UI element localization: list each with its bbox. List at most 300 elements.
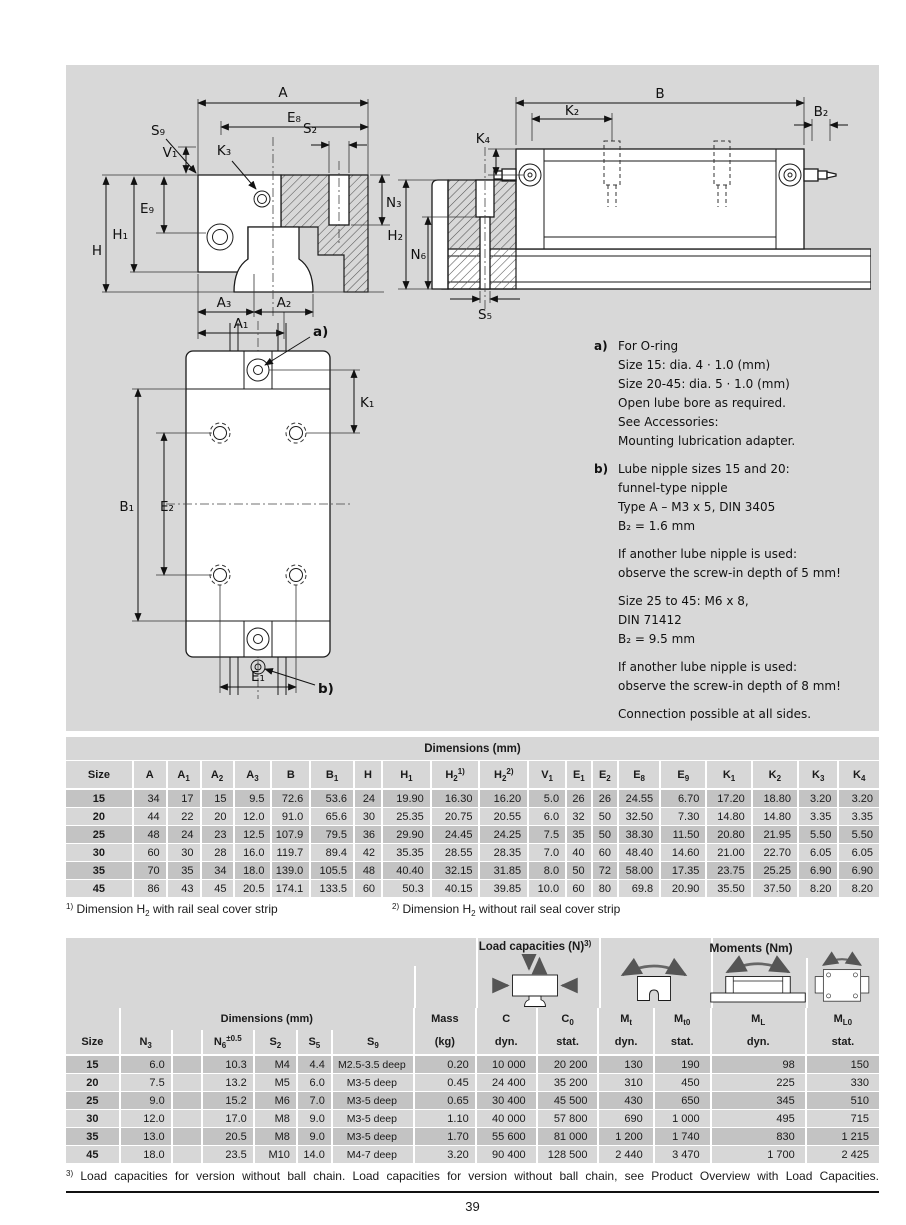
dim-label-K2: K₂ [564,103,580,119]
table-cell: 7.0 [297,1092,332,1110]
dimensions-table [66,737,879,897]
dim-label-H: H [91,243,102,259]
note-a [594,337,884,451]
table-cell: 72 [592,862,618,880]
dim-label-B2: B₂ [813,104,829,120]
dim-label-N6: N₆ [410,247,426,263]
col-header: $M_{t0}$ [654,1008,711,1030]
table-cell: 25 [66,826,133,844]
table-cell: 9.5 [234,789,272,808]
table-cell: 38.30 [618,826,660,844]
dim-label-K1: K₁ [360,395,375,411]
table-cell: 40.15 [431,880,480,898]
table-cell [172,1128,202,1146]
dim-label-B1: B₁ [119,499,134,515]
table-row [66,1074,879,1092]
longitudinal-moment-icon [691,954,825,1008]
note-line: observe the screw-in depth of 5 mm! [618,566,841,580]
table-cell: 14.60 [660,844,706,862]
table-cell: 6.90 [838,862,879,880]
table-cell [172,1146,202,1164]
table-cell: 8.0 [528,862,566,880]
note-line: Size 15: dia. 4 · 1.0 (mm) [618,358,771,372]
table-cell: 35.50 [706,880,751,898]
note-line: Open lube bore as required. [618,396,786,410]
table-cell: 60 [566,880,592,898]
table-cell: 650 [654,1092,711,1110]
table-cell: 7.0 [528,844,566,862]
table-cell: 5.50 [838,826,879,844]
table-cell: 1.70 [414,1128,476,1146]
table-cell: 32.15 [431,862,480,880]
col-header: $A_1$ [167,761,201,790]
table-cell: 130 [598,1055,653,1074]
dim-label-E9: E₉ [140,201,154,217]
table-cell: 1 740 [654,1128,711,1146]
dim-label-A1: A₁ [233,316,249,332]
mass-header: Mass [414,1008,476,1030]
table-cell: 30 [66,1110,120,1128]
table-cell: 345 [711,1092,806,1110]
table-cell: 98 [711,1055,806,1074]
dim-label-K3: K₃ [216,143,232,159]
col-header: C [476,1008,537,1030]
col-header: $C_0$ [537,1008,599,1030]
table-cell: 45 [66,1146,120,1164]
table-cell: 3.20 [798,789,838,808]
table-cell: 128 500 [537,1146,599,1164]
table-cell: 20.55 [479,808,528,826]
table-cell: 26 [566,789,592,808]
table-cell: M3-5 deep [332,1074,414,1092]
table-cell: 25.35 [382,808,431,826]
table-cell: 1 215 [806,1128,879,1146]
table-cell: 9.0 [297,1128,332,1146]
table-cell: 5.50 [798,826,838,844]
table-cell: 9.0 [297,1110,332,1128]
table-cell: 55 600 [476,1128,537,1146]
table-cell: 715 [806,1110,879,1128]
table-cell: 6.0 [297,1074,332,1092]
table-cell: 40 [566,844,592,862]
table-row [66,862,879,880]
load-capacity-icon [480,954,590,1008]
col-header: $K_2$ [752,761,798,790]
table-cell: 6.90 [798,862,838,880]
table-row [66,1092,879,1110]
table-cell [172,1092,202,1110]
table-cell: 15 [66,789,133,808]
load-capacities-label: Load capacities $(N)^{3)}$ [478,939,592,953]
note-line: Size 20-45: dia. 5 · 1.0 (mm) [618,377,790,391]
note-line: DIN 71412 [618,613,682,627]
table-cell: M3-5 deep [332,1092,414,1110]
table-cell: 15 [201,789,234,808]
table-cell: 495 [711,1110,806,1128]
carriage-side-view [494,141,836,249]
note-line: Size 25 to 45: M6 x 8, [618,594,749,608]
table-cell: 12.0 [234,808,272,826]
table-cell: 14.0 [297,1146,332,1164]
note-line: See Accessories: [618,415,719,429]
note-line: For O-ring [618,339,679,353]
table-cell: 430 [598,1092,653,1110]
note-marker: b) [594,462,609,476]
table-cell: M3-5 deep [332,1128,414,1146]
dim-label-A2: A₂ [276,295,292,311]
table-cell: 72.6 [271,789,310,808]
table-cell: 35 200 [537,1074,599,1092]
col-header: $M_{L0}$ [806,1008,879,1030]
dim-label-S2: S₂ [303,121,317,137]
table-cell: 107.9 [271,826,310,844]
note-line: If another lube nipple is used: [618,547,798,561]
moments-label: Moments (Nm) [709,941,793,955]
col-header [172,1030,202,1055]
table-cell: M4 [254,1055,297,1074]
table-cell: 7.30 [660,808,706,826]
table-cell: 17.35 [660,862,706,880]
table-cell: 15.2 [202,1092,254,1110]
table-cell: 26 [592,789,618,808]
table-cell: M8 [254,1128,297,1146]
table-cell: 17.20 [706,789,751,808]
table-cell: 18.0 [120,1146,172,1164]
table-cell: 50 [592,826,618,844]
table-cell: 12.5 [234,826,272,844]
dim-label-V1: V₁ [162,145,178,161]
col-header: $S_2$ [254,1030,297,1055]
table-cell: 23.5 [202,1146,254,1164]
col-header: $N_3$ [120,1030,172,1055]
table-cell: 60 [592,844,618,862]
table-cell: 89.4 [310,844,354,862]
dim-label-S5: S₅ [478,307,492,323]
table-cell: 450 [654,1074,711,1092]
col-header: $H_2^{1)}$ [431,761,480,790]
table-cell: 35 [66,1128,120,1146]
table-cell: 29.90 [382,826,431,844]
table-row [66,1110,879,1128]
cross-section-drawing [86,77,402,343]
table-cell: 24.45 [431,826,480,844]
col-header: $K_3$ [798,761,838,790]
dim-label-B: B [655,86,665,102]
col-header: $E_2$ [592,761,618,790]
table-cell: 60 [354,880,382,898]
table-cell: 20 [66,808,133,826]
table-cell: 690 [598,1110,653,1128]
note-line: Mounting lubrication adapter. [618,434,796,448]
table-cell: 45 [201,880,234,898]
table-cell: 8.20 [798,880,838,898]
table-cell: 81 000 [537,1128,599,1146]
dim-label-H2: H₂ [387,228,403,244]
table-cell: 20 [66,1074,120,1092]
table-cell: 3.35 [798,808,838,826]
table-cell: 15 [66,1055,120,1074]
table-cell: 24 [354,789,382,808]
table-cell: 24.25 [479,826,528,844]
table-cell: 3.35 [838,808,879,826]
table-cell: 23.75 [706,862,751,880]
table-cell: 20 [201,808,234,826]
table-cell: 69.8 [618,880,660,898]
col-header: $S_5$ [297,1030,332,1055]
note-line: Lube nipple sizes 15 and 20: [618,462,790,476]
table-cell: 39.85 [479,880,528,898]
table-cell: 2 440 [598,1146,653,1164]
table-cell: 20.90 [660,880,706,898]
dim-label-H1: H₁ [112,227,128,243]
col-header: $B_1$ [310,761,354,790]
table-cell: 3 470 [654,1146,711,1164]
table-cell: 91.0 [271,808,310,826]
note-ref-b: b) [318,681,334,697]
table-cell: 174.1 [271,880,310,898]
table-cell: 32 [566,808,592,826]
table-cell: 25 [66,1092,120,1110]
icon-band [66,938,879,1008]
table-cell: 35 [566,826,592,844]
table-cell: 2 425 [806,1146,879,1164]
col-header: $H_1$ [382,761,431,790]
table-cell: 105.5 [310,862,354,880]
table-cell: 31.85 [479,862,528,880]
table-cell: 190 [654,1055,711,1074]
side-view-drawing [384,85,871,327]
table-cell: 37.50 [752,880,798,898]
table-cell: 34 [133,789,167,808]
transverse-moment-icon [807,950,877,1008]
table-cell: 10.0 [528,880,566,898]
table-cell: 48 [354,862,382,880]
table-cell: 0.45 [414,1074,476,1092]
col-header: dyn. [476,1030,537,1055]
table-cell: 17.0 [202,1110,254,1128]
table-cell: 225 [711,1074,806,1092]
dim-label-N3: N₃ [386,195,402,211]
col-header: $A_3$ [234,761,272,790]
table-cell: 510 [806,1092,879,1110]
table-cell: 18.80 [752,789,798,808]
table-cell: 30 [167,844,201,862]
table-cell: 13.0 [120,1128,172,1146]
table-cell: 40 000 [476,1110,537,1128]
col-header: $M_t$ [598,1008,653,1030]
col-header: $K_1$ [706,761,751,790]
table-cell: 139.0 [271,862,310,880]
table-row [66,880,879,898]
table-cell: 65.6 [310,808,354,826]
note-ref-a: a) [313,324,329,340]
table-row [66,844,879,862]
note-line: funnel-type nipple [618,481,728,495]
table-cell: 36 [354,826,382,844]
table-cell: 90 400 [476,1146,537,1164]
bottom-rule [66,1191,879,1193]
table-cell: 50.3 [382,880,431,898]
table-cell: 3.20 [838,789,879,808]
note-line: Type A – M3 x 5, DIN 3405 [618,500,776,514]
table-cell: 11.50 [660,826,706,844]
col-header: $K_4$ [838,761,879,790]
table-cell: 10 000 [476,1055,537,1074]
footnotes-row [66,902,879,916]
dim-label-K4: K₄ [475,131,490,147]
top-view-drawing [108,321,410,701]
col-header: $H_2^{2)}$ [479,761,528,790]
table-cell: 6.0 [528,808,566,826]
table-cell: 6.0 [120,1055,172,1074]
table-cell: 80 [592,880,618,898]
load-table-wrap [66,938,879,1164]
table-cell: 44 [133,808,167,826]
dim-label-E1: E₁ [251,669,265,685]
table-cell: 70 [133,862,167,880]
table-cell: 119.7 [271,844,310,862]
notes-block [594,337,884,733]
table-cell: 8.20 [838,880,879,898]
table-cell: 19.90 [382,789,431,808]
table-cell: 6.05 [838,844,879,862]
table-cell: 150 [806,1055,879,1074]
table-cell: 43 [167,880,201,898]
col-header: dyn. [711,1030,806,1055]
table-cell: 7.5 [120,1074,172,1092]
table-cell: 17 [167,789,201,808]
table-cell: 0.65 [414,1092,476,1110]
table-cell: 35.35 [382,844,431,862]
table-cell: 14.80 [752,808,798,826]
load-capacities-table [66,1008,879,1163]
dim-label-E2: E₂ [160,499,174,515]
table-cell: 24.55 [618,789,660,808]
col-header: $V_1$ [528,761,566,790]
table-cell: 25.25 [752,862,798,880]
dim-label-E8: E₈ [287,110,301,126]
table-cell: 50 [592,808,618,826]
table-cell: 133.5 [310,880,354,898]
table-cell: 58.00 [618,862,660,880]
table-title: Dimensions (mm) [66,737,879,761]
dim-label-A: A [278,85,288,101]
table-cell: M10 [254,1146,297,1164]
table-row [66,1128,879,1146]
col-header: H [354,761,382,790]
table-cell: 48.40 [618,844,660,862]
col-header: $S_9$ [332,1030,414,1055]
col-header: $E_1$ [566,761,592,790]
table-cell: 57 800 [537,1110,599,1128]
col-header: $A_2$ [201,761,234,790]
col-header: $E_8$ [618,761,660,790]
note-line: observe the screw-in depth of 8 mm! [618,679,841,693]
table-cell: 45 [66,880,133,898]
table-cell: 22 [167,808,201,826]
table-row [66,808,879,826]
spacer-cell [66,1008,120,1030]
col-header: A [133,761,167,790]
table-cell: 45 500 [537,1092,599,1110]
table-cell [172,1055,202,1074]
table-cell: 1 700 [711,1146,806,1164]
footnote-2: $^{2)}$ Dimension $H_2$ without rail seal cover strip [392,902,621,918]
note-marker: a) [594,339,608,353]
table-row [66,826,879,844]
table-cell: 1.10 [414,1110,476,1128]
table-cell: 9.0 [120,1092,172,1110]
col-header: Size [66,761,133,790]
table-cell: M5 [254,1074,297,1092]
table-cell: 53.6 [310,789,354,808]
table-cell: 50 [566,862,592,880]
dim-label-A3: A₃ [216,295,232,311]
table-cell: 1 000 [654,1110,711,1128]
dim-label-S9: S₉ [151,123,165,139]
table-cell: 1 200 [598,1128,653,1146]
table-cell: M8 [254,1110,297,1128]
table-cell: 24 400 [476,1074,537,1092]
table-cell: 28.55 [431,844,480,862]
table-cell: 86 [133,880,167,898]
table-cell: 28.35 [479,844,528,862]
table-cell: 6.05 [798,844,838,862]
table-cell: 310 [598,1074,653,1092]
table-cell: M2.5-3.5 deep [332,1055,414,1074]
table-cell: 14.80 [706,808,751,826]
col-header: dyn. [598,1030,653,1055]
note-line: B₂ = 9.5 mm [618,632,696,646]
table-cell: 32.50 [618,808,660,826]
note-line: Connection possible at all sides. [618,707,812,721]
table-cell: 35 [167,862,201,880]
table-cell: 830 [711,1128,806,1146]
col-header: stat. [537,1030,599,1055]
table-cell: 330 [806,1074,879,1092]
table-cell: 20.5 [202,1128,254,1146]
table-cell: M6 [254,1092,297,1110]
table-cell: 20 200 [537,1055,599,1074]
table-cell [172,1110,202,1128]
table-cell: 42 [354,844,382,862]
table-row [66,1146,879,1164]
table-cell: 21.95 [752,826,798,844]
table-cell: 35 [66,862,133,880]
col-header: $N_6^{\pm 0.5}$ [202,1030,254,1055]
col-header: Size [66,1030,120,1055]
table-cell [172,1074,202,1092]
col-header: stat. [806,1030,879,1055]
col-header: $M_L$ [711,1008,806,1030]
table-cell: 23 [201,826,234,844]
table-cell: 22.70 [752,844,798,862]
table-cell: 0.20 [414,1055,476,1074]
table-cell: 40.40 [382,862,431,880]
table-cell: 4.4 [297,1055,332,1074]
drawing-panel [66,65,879,731]
table-cell: 21.00 [706,844,751,862]
col-header: stat. [654,1030,711,1055]
dims-group-header: Dimensions (mm) [120,1008,414,1030]
table-cell: 16.20 [479,789,528,808]
table-cell: 12.0 [120,1110,172,1128]
table-cell: 3.20 [414,1146,476,1164]
table-cell: 20.5 [234,880,272,898]
table-cell: 48 [133,826,167,844]
page-number: 39 [465,1199,480,1214]
col-header: B [271,761,310,790]
